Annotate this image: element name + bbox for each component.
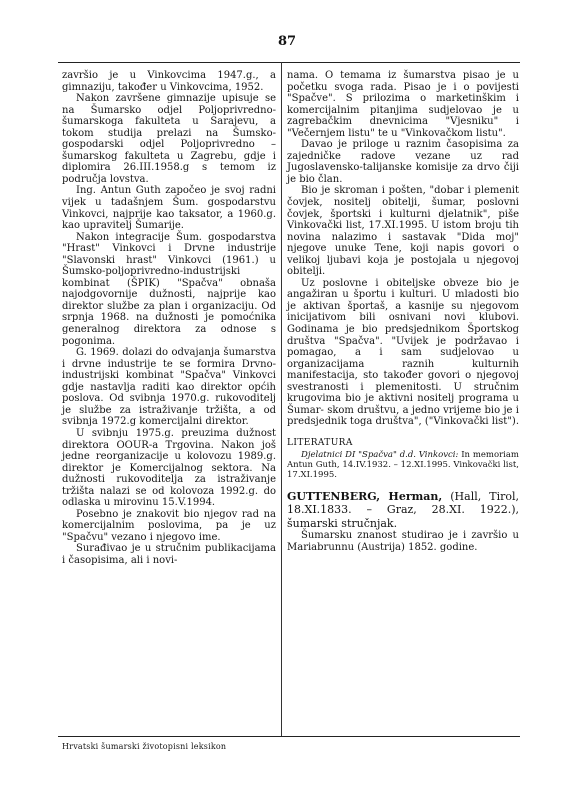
page-number: 87 [277, 34, 297, 49]
paragraph: Surađivao je u stručnim publikacijama i časopisima, ali i novi- [62, 543, 276, 566]
entry-details: (Hall, Tirol, 18.XI.1833. – Graz, 28.XI. 1922.), šumarski stručnjak. [287, 489, 520, 530]
paragraph: Davao je priloge u raznim časopisima za zajedničke radove vezane uz rad Jugoslavensko-talijanske komisije za drvo čiji je bio član. [287, 139, 519, 185]
literature-title: Djelatnici DI "Spačva" d.d. Vinkovci: [301, 449, 459, 460]
paragraph: Nakon integracije Šum. gospodarstva "Hrast" Vinkovci i Drvne industrije "Slavonski hrast" Vinkovci (1961.) u Šumsko-poljoprivredno-industrijski kombinat (ŠPIK) "Spačva" obnaša najodgovornije dužnosti, najprije kao direktor službe za plan i organizaciju. Od srpnja 1968. na dužnosti je pomoćnika generalnog direktora za odnose s pogonima. [62, 231, 276, 347]
paragraph: Šumarsku znanost studirao je i završio u Mariabrunnu (Austrija) 1852. godine. [287, 530, 519, 553]
left-column [62, 70, 276, 567]
footer-rule [58, 736, 520, 737]
paragraph: Uz poslovne i obiteljske obveze bio je angažiran u športu i kulturi. U mladosti bio je aktivan športaš, a kasnije su njegovom inicijativom bili osnivani novi klubovi. Godinama je bio predsjednikom Športskog društva "Spačva". "Uvijek je podržavao i pomagao, a i sam sudjelovao u organizacijama raznih kulturnih manifestacija, sto također govori o njegovoj svestranosti i plemenitosti. U stručnim krugovima bio je aktivni nositelj programa u Šumar- skom društvu, a jedno vrijeme bio je i predsjednik toga društva", ("Vinkovački list"). [287, 277, 519, 428]
paragraph: nama. O temama iz šumarstva pisao je u početku svoga rada. Pisao je i o povijesti "Spačve". S prilozima o marketinškim i komercijalnim pitanjima sudjelovao je u zagrebačkim dnevnicima "Vjesniku" i "Večernjem listu" te u "Vinkovačkom listu". [287, 70, 519, 139]
entry-name: GUTTENBERG, Herman, [287, 489, 443, 503]
paragraph: završio je u Vinkovcima 1947.g., a gimnaziju, također u Vinkovcima, 1952. [62, 70, 276, 93]
paragraph: Ing. Antun Guth započeo je svoj radni vijek u tadašnjem Šum. gospodarstvu Vinkovci, najprije kao taksator, a 1960.g. kao upravitelj Šumarije. [62, 185, 276, 232]
entry-header [287, 490, 519, 531]
paragraph: Posebno je znakovit bio njegov rad na komercijalnim poslovima, pa je uz "Spačvu" vezano i njegovo ime. [62, 508, 276, 543]
paragraph: G. 1969. dolazi do odvajanja šumarstva i drvne industrije te se formira Drvno-industrijski kombinat "Spačva" Vinkovci gdje nastavlja raditi kao direktor općih poslova. Od svibnja 1970.g. rukovoditelj je službe za istraživanje tržišta, a od svibnja 1972.g komercijalni direktor. [62, 347, 276, 428]
right-column [287, 70, 519, 554]
footer-text: Hrvatski šumarski životopisni leksikon [62, 742, 227, 751]
header-rule [58, 62, 520, 63]
literature-reference [287, 450, 519, 480]
paragraph: U svibnju 1975.g. preuzima dužnost direktora OOUR-a Trgovina. Nakon još jedne reorganizacije u kolovozu 1989.g. direktor je Komercijalnog sektora. Na dužnosti rukovoditelja za istraživanje tržišta nalazi se od kolovoza 1992.g. do odlaska u mirovinu 15.V.1994. [62, 427, 276, 509]
literature-heading: LITERATURA [287, 437, 353, 448]
paragraph: Nakon završene gimnazije upisuje se na Šumarsko odjel Poljoprivredno-šumarskoga fakulteta u Sarajevu, a tokom studija prelazi na Šumsko-gospodarski odjel Poljoprivredno – šumarskog fakulteta u Zagrebu, gdje i diplomira 26.III.1958.g s temom iz područja lovstva. [62, 93, 276, 185]
column-divider [281, 62, 282, 736]
paragraph: Bio je skroman i pošten, "dobar i plemenit čovjek, nositelj obitelji, šumar, poslovni čovjek, športski i kulturni djelatnik", piše Vinkovački list, 17.XI.1995. U istom broju tih novina nalazimo i sastavak "Dida moj" njegove unuke Tene, koji napis govori o velikoj ljubavi koja je postojala u njegovoj obitelji. [287, 185, 519, 278]
literature-details: In memoriam Antun Guth, 14.IV.1932. – 12.XI.1995. Vinkovački list, 17.XI.1995. [287, 449, 519, 480]
